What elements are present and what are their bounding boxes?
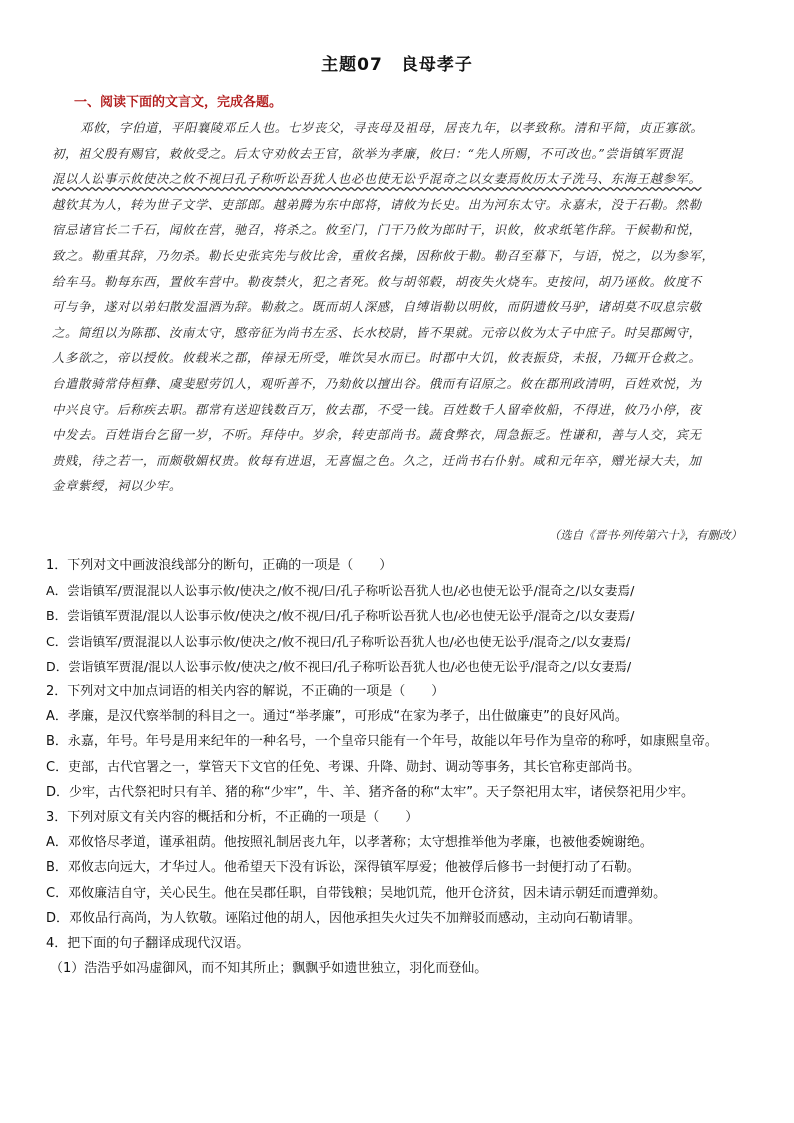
passage-line: 人多欲之，帝以授攸。攸载米之郡，俸禄无所受，唯饮吴水而已。时郡中大饥，攸表振贷，未报，乃辄开仓救之。 bbox=[52, 350, 702, 366]
page-title: 主题07 良母孝子 bbox=[321, 55, 473, 75]
question-4-sentence-1: （1）浩浩乎如冯虚御风，而不知其所止；飘飘乎如遗世独立，羽化而登仙。 bbox=[50, 961, 488, 977]
passage-line: 金章紫绶，祠以少牢。 bbox=[52, 478, 182, 494]
question-2-option-a: A．孝廉，是汉代察举制的科目之一。通过“举孝廉”，可形成“在家为孝子，出仕做廉吏”的良好风尚。 bbox=[46, 709, 628, 725]
question-2-option-c: C．吏部，古代官署之一，掌管天下文官的任免、考课、升降、勋封、调动等事务，其长官称吏部尚书。 bbox=[46, 759, 641, 775]
question-2-option-b: B．永嘉，年号。年号是用来纪年的一种名号，一个皇帝只能有一个年号，故能以年号作为皇帝的称呼，如康熙皇帝。 bbox=[46, 734, 718, 750]
passage-line: 中兴良守。后称疾去职。郡常有送迎钱数百万，攸去郡，不受一钱。百姓数千人留牵攸船，不得进，攸乃小停，夜 bbox=[52, 401, 702, 417]
passage-line: 初，祖父殷有赐官，敕攸受之。后太守劝攸去王官，欲举为孝廉，攸曰：“先人所赐，不可改也。”尝诣镇军贾混 bbox=[52, 145, 684, 161]
question-4-stem: 4．把下面的句子翻译成现代汉语。 bbox=[46, 936, 250, 952]
question-3-option-b: B．邓攸志向远大，才华过人。他希望天下没有诉讼，深得镇军厚爱；他被俘后修书一封便打动了石勒。 bbox=[46, 860, 640, 876]
passage-line: 贵贱，待之若一，而颇敬媚权贵。攸每有进退，无喜愠之色。久之，迁尚书右仆射。咸和元年卒，赠光禄大夫，加 bbox=[52, 452, 702, 468]
passage-line: 可与争，遂对以弟妇散发温酒为辞。勒赦之。既而胡人深感，自缚诣勒以明攸，而阴遗攸马驴，诸胡莫不叹息宗敬 bbox=[52, 299, 702, 315]
question-2-option-d: D．少牢，古代祭祀时只有羊、猪的称“少牢”，牛、羊、猪齐备的称“太牢”。天子祭祀用太牢，诸侯祭祀用少牢。 bbox=[46, 784, 694, 800]
classical-passage bbox=[52, 115, 752, 499]
passage-line: 给车马。勒每东西，置攸车营中。勒夜禁火，犯之者死。攸与胡邻毂，胡夜失火烧车。吏按问，胡乃诬攸。攸度不 bbox=[52, 273, 702, 289]
question-3-option-a: A．邓攸恪尽孝道，谨承祖荫。他按照礼制居丧九年，以孝著称；太守想推举他为孝廉，也被他委婉谢绝。 bbox=[46, 835, 653, 851]
question-1-option-a: A．尝诣镇军/贾混混以人讼事示攸/使决之/攸不视/曰/孔子称听讼吾犹人也/必也使无讼乎/混奇之/以女妻焉/ bbox=[46, 583, 635, 599]
passage-line: 宿忌诸官长二千石，闻攸在营，驰召，将杀之。攸至门，门干乃攸为郎时干，识攸，攸求纸笔作辞。干候勒和悦， bbox=[52, 222, 702, 238]
passage-line: 台遣散骑常侍桓彝、虞斐慰劳饥人，观听善不，乃劾攸以擅出谷。俄而有诏原之。攸在郡刑政清明，百姓欢悦，为 bbox=[52, 375, 702, 391]
question-2-stem: 2．下列对文中加点词语的相关内容的解说，不正确的一项是（ ） bbox=[46, 684, 445, 700]
question-3-option-d: D．邓攸品行高尚，为人钦敬。诬陷过他的胡人，因他承担失火过失不加辩驳而感动，主动向石勒请罪。 bbox=[46, 910, 642, 926]
passage-line: 中发去。百姓诣台乞留一岁，不听。拜侍中。岁余，转吏部尚书。蔬食弊衣，周急振乏。性谦和，善与人交，宾无 bbox=[52, 427, 702, 443]
question-1-option-d: D．尝诣镇军贾混/混以人讼事示攸/使决之/攸不视曰/孔子称听讼吾犹人也/必也使无讼乎/混奇之/以女妻焉/ bbox=[46, 658, 632, 674]
question-list bbox=[46, 553, 758, 981]
question-3-option-c: C．邓攸廉洁自守，关心民生。他在吴郡任职，自带钱粮；吴地饥荒，他开仓济贫，因未请示朝廷而遭弹劾。 bbox=[46, 885, 667, 901]
passage-line: 邓攸，字伯道，平阳襄陵邓丘人也。七岁丧父，寻丧母及祖母，居丧九年，以孝致称。清和平简，贞正寡欲。 bbox=[80, 120, 704, 135]
passage-line: 越钦其为人，转为世子文学、吏部郎。越弟腾为东中郎将，请攸为长史。出为河东太守。永嘉末，没于石勒。然勒 bbox=[52, 196, 702, 212]
question-3-stem: 3．下列对原文有关内容的概括和分析，不正确的一项是（ ） bbox=[46, 810, 419, 826]
question-1-option-c: C．尝诣镇军/贾混混以人讼事示攸/使决之/攸不视曰/孔子称听讼吾犹人也/必也使无讼乎/混奇之/以女妻焉/ bbox=[46, 633, 631, 649]
question-1-option-b: B．尝诣镇军贾混/混以人讼事示攸/使决之/攸不视/曰/孔子称听讼吾犹人也/必也使无讼乎/混奇之/以女妻焉/ bbox=[46, 608, 635, 624]
passage-line-wavy-underlined: 混以人讼事示攸使决之攸不视曰孔子称听讼吾犹人也必也使无讼乎混奇之以女妻焉攸历太子洗马、东海王越参军。 bbox=[52, 171, 702, 187]
passage-line: 之。简组以为陈郡、汝南太守，愍帝征为尚书左丞、长水校尉，皆不果就。元帝以攸为太子中庶子。时吴郡阙守， bbox=[52, 324, 702, 340]
passage-source: （选自《晋书·列传第六十》，有删改） bbox=[548, 528, 742, 542]
section-heading: 一、阅读下面的文言文，完成各题。 bbox=[74, 95, 283, 110]
passage-line: 致之。勒重其辞，乃勿杀。勒长史张宾先与攸比舍，重攸名操，因称攸于勒。勒召至幕下，与语，悦之，以为参军， bbox=[52, 247, 715, 263]
question-1-stem: 1．下列对文中画波浪线部分的断句，正确的一项是（ ） bbox=[46, 558, 393, 573]
